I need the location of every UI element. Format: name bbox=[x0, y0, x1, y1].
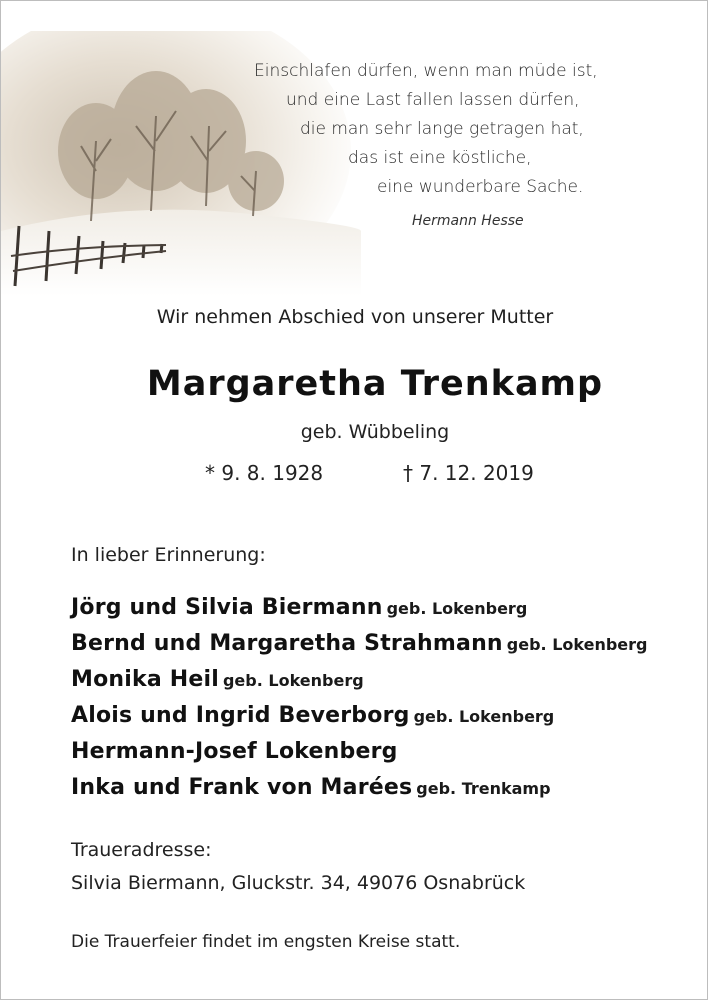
ceremony-note: Die Trauerfeier findet im engsten Kreise statt. bbox=[71, 932, 461, 952]
mourner-entry bbox=[71, 734, 648, 770]
mourner-nee: geb. Trenkamp bbox=[416, 779, 551, 798]
mourner-nee: geb. Lokenberg bbox=[413, 707, 555, 726]
quote-line: die man sehr lange getragen hat, bbox=[300, 119, 584, 139]
mourner-names: Monika Heil bbox=[71, 667, 219, 692]
mourner-names: Bernd und Margaretha Strahmann bbox=[71, 631, 503, 656]
mourner-nee: geb. Lokenberg bbox=[506, 635, 648, 654]
memory-heading: In lieber Erinnerung: bbox=[71, 544, 266, 566]
mourner-entry bbox=[71, 626, 648, 662]
quote-line: und eine Last fallen lassen dürfen, bbox=[286, 90, 580, 110]
quote-author: Hermann Hesse bbox=[412, 213, 524, 229]
mourning-address: Silvia Biermann, Gluckstr. 34, 49076 Osnabrück bbox=[71, 872, 526, 894]
mourner-names: Hermann-Josef Lokenberg bbox=[71, 739, 398, 764]
mourner-nee: geb. Lokenberg bbox=[386, 599, 528, 618]
birth-date: * 9. 8. 1928 bbox=[205, 461, 324, 485]
quote-line: Einschlafen dürfen, wenn man müde ist, bbox=[254, 61, 598, 81]
quote-line: das ist eine köstliche, bbox=[348, 148, 532, 168]
mourner-entry bbox=[71, 662, 648, 698]
maiden-name: geb. Wübbeling bbox=[300, 421, 450, 443]
farewell-intro: Wir nehmen Abschied von unserer Mutter bbox=[156, 306, 554, 328]
mourner-entry bbox=[71, 590, 648, 626]
mourner-nee: geb. Lokenberg bbox=[222, 671, 364, 690]
deceased-name: Margaretha Trenkamp bbox=[146, 364, 604, 404]
mourners-list bbox=[71, 590, 648, 806]
death-date: † 7. 12. 2019 bbox=[403, 461, 534, 485]
mourner-names: Inka und Frank von Marées bbox=[71, 775, 413, 800]
mourner-entry bbox=[71, 770, 648, 806]
mourner-names: Alois und Ingrid Beverborg bbox=[71, 703, 410, 728]
address-label: Traueradresse: bbox=[71, 839, 212, 861]
mourner-entry bbox=[71, 698, 648, 734]
quote-line: eine wunderbare Sache. bbox=[377, 177, 584, 197]
mourner-names: Jörg und Silvia Biermann bbox=[71, 595, 383, 620]
